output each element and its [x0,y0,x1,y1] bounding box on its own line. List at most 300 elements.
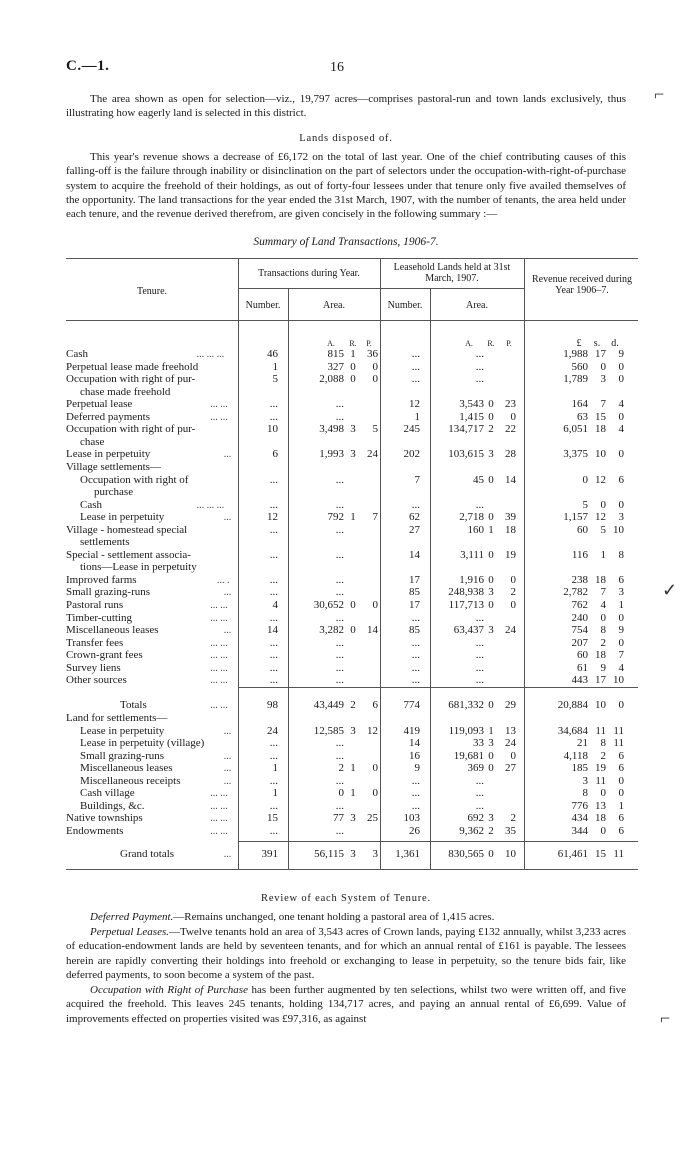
l-acres: 134,717 [448,423,484,436]
t-roods: 3 [350,448,356,461]
perpetual-title: Perpetual Leases. [90,926,169,938]
l-acres: 830,565 [448,848,484,860]
l-number: ... [411,774,420,787]
table-row [66,725,638,738]
rev-pence: 11 [613,737,624,749]
l-roods: 0 [488,511,494,524]
row-label: Small grazing-runs [66,586,151,599]
margin-mark: ✓ [662,580,678,600]
t-acres: ... [335,661,344,674]
l-roods: 0 [488,762,494,774]
l-acres: ... [475,799,484,812]
rev-pence: 9 [618,348,624,360]
grand-totals-row [66,848,638,861]
row-label: Special - settlement associa- [66,548,191,561]
table-row [66,474,638,487]
rev-shillings: 0 [600,824,606,837]
t-acres: ... [335,611,344,624]
rev-pence: 6 [618,749,624,762]
t-acres: ... [335,774,344,787]
t-number: 6 [272,448,278,461]
table-row [66,712,638,725]
t-number: ... [269,737,278,749]
t-roods: 0 [350,624,356,637]
l-number: ... [411,498,420,511]
table-row [66,775,638,788]
intro-paragraph: The area shown as open for selection—viz., 19,797 acres—comprises pastoral-run and town lands exclusively, thus illustrating how eagerly land is selected in this district. [66,93,626,120]
col-t-number: Number. [245,300,281,311]
unit-pounds: £ [576,338,582,349]
l-acres: ... [475,787,484,799]
rev-pounds: 20,884 [557,699,588,711]
t-number: ... [269,573,278,586]
l-number: 26 [409,824,420,837]
t-roods: 3 [350,848,356,860]
rev-pence: 3 [618,511,624,524]
rev-pounds: 63 [577,410,588,423]
row-label: Village settlements— [66,460,161,473]
t-acres: 1,993 [319,448,344,461]
t-acres: ... [335,548,344,561]
l-number: 16 [409,749,420,762]
t-acres: 30,652 [313,599,344,611]
rev-shillings: 11 [595,724,606,737]
table-row [66,373,638,386]
table-row [66,750,638,763]
l-acres: 19,681 [453,749,484,762]
rev-pounds: 164 [571,398,588,411]
l-acres: ... [475,636,484,649]
rev-pence: 0 [618,774,624,787]
t-number: 12 [267,511,278,524]
rev-pence: 4 [618,398,624,411]
row-label: Village - homestead special [66,523,188,536]
rev-pounds: 762 [571,599,588,611]
rev-pounds: 8 [582,787,588,799]
t-number: ... [269,799,278,812]
table-row [66,448,638,461]
row-label: Timber-cutting [66,611,132,624]
l-acres: 103,615 [448,448,484,461]
table-row [66,612,638,625]
t-acres: ... [335,674,344,687]
rev-pounds: 560 [571,360,588,373]
table-row [66,411,638,424]
t-number: ... [269,586,278,599]
t-perches: 0 [372,599,378,611]
t-roods: 2 [350,699,356,711]
rev-shillings: 12 [595,473,606,486]
l-perches: 10 [505,848,516,860]
row-label: Miscellaneous receipts [80,774,181,787]
l-roods: 0 [488,410,494,423]
l-perches: 2 [510,586,516,599]
leader-dots: ... ... [210,675,228,687]
t-perches: 14 [367,624,378,637]
rev-pounds: 238 [571,573,588,586]
margin-mark: ⌐ [660,1008,671,1028]
rev-pence: 6 [618,473,624,486]
lands-heading: Lands disposed of. [299,133,393,144]
rev-pence: 4 [618,423,624,436]
leader-dots: ... ... [210,650,228,662]
leader-dots: ... ... [210,813,228,824]
unit-perches: P. [506,339,512,348]
leader-dots: ... ... [210,700,228,711]
l-number: ... [411,348,420,360]
t-acres: ... [335,799,344,812]
table-row [66,800,638,813]
leader-dots: ... [223,775,232,787]
rev-pounds: 0 [582,473,588,486]
rev-pence: 7 [618,649,624,662]
t-roods: 1 [350,787,356,799]
t-number: 15 [267,812,278,824]
l-acres: 1,916 [459,573,484,586]
l-acres: ... [475,373,484,386]
t-acres: ... [335,824,344,837]
leader-dots: ... [223,725,232,737]
rev-shillings: 17 [595,348,606,360]
rev-shillings: 2 [600,636,606,649]
table-row [66,436,638,449]
t-number: 14 [267,624,278,637]
l-perches: 24 [505,737,516,749]
t-roods: 0 [350,599,356,611]
rev-pence: 11 [613,724,624,737]
t-roods: 0 [350,360,356,373]
row-label: Occupation with right of pur- [66,423,196,436]
row-label: Other sources [66,674,127,687]
l-number: 774 [403,699,420,711]
l-perches: 19 [505,548,516,561]
l-perches: 14 [505,473,516,486]
l-number: 12 [409,398,420,411]
rev-pounds: 21 [577,737,588,749]
rev-pence: 0 [618,410,624,423]
t-number: ... [269,674,278,687]
l-roods: 0 [488,398,494,411]
l-perches: 22 [505,423,516,436]
t-number: ... [269,661,278,674]
l-perches: 23 [505,398,516,411]
t-perches: 25 [367,812,378,824]
table-row [66,787,638,800]
rev-pounds: 116 [571,548,588,561]
l-number: 85 [409,586,420,599]
t-number: 24 [267,724,278,737]
l-number: 9 [414,762,420,774]
table-row [66,624,638,637]
t-number: ... [269,498,278,511]
col-t-area: Area. [323,300,345,311]
l-number: ... [411,649,420,662]
table-row [66,649,638,662]
t-number: ... [269,611,278,624]
rev-pounds: 60 [577,523,588,536]
rev-shillings: 10 [595,699,606,711]
rev-pounds: 443 [571,674,588,687]
t-acres: 2 [338,762,344,774]
row-label: Grand totals [120,848,175,860]
l-perches: 0 [510,573,516,586]
row-label: Survey liens [66,661,121,674]
l-acres: 248,938 [448,586,484,599]
row-label: Totals [120,699,147,711]
t-acres: ... [335,498,344,511]
t-number: 46 [267,348,278,360]
leader-dots: ... ... [210,612,228,624]
rev-pounds: 185 [571,762,588,774]
rev-shillings: 5 [600,523,606,536]
leader-dots: ... ... [210,600,228,611]
row-label: Cash [80,498,102,511]
row-label: Land for settlements— [66,712,168,724]
t-perches: 6 [372,699,378,711]
l-number: 1,361 [395,848,420,860]
l-roods: 0 [488,473,494,486]
rev-pence: 0 [618,699,624,711]
l-number: ... [411,636,420,649]
table-row [66,423,638,436]
t-acres: ... [335,398,344,411]
rev-shillings: 3 [600,373,606,386]
leader-dots: ... ... [210,662,228,674]
l-roods: 3 [488,737,494,749]
table-row [66,599,638,612]
leader-dots: ... [223,449,232,461]
row-label: Lease in perpetuity (village) [80,737,205,749]
leader-dots: ... [223,763,232,774]
rev-shillings: 18 [595,423,606,436]
l-number: 245 [403,423,420,436]
leader-dots: ... [223,750,232,762]
t-acres: 43,449 [313,699,344,711]
rev-pence: 6 [618,762,624,774]
row-label: Miscellaneous leases [80,762,173,774]
row-label: purchase [94,486,134,499]
l-acres: 45 [473,473,484,486]
l-acres: ... [475,611,484,624]
table-row [66,461,638,474]
l-roods: 1 [488,523,494,536]
table-row [66,348,638,361]
rev-pence: 0 [618,360,624,373]
l-number: 62 [409,511,420,524]
table-row [66,586,638,599]
rev-pence: 3 [618,586,624,599]
t-number: ... [269,523,278,536]
leader-dots: ... [223,512,232,524]
l-perches: 0 [510,410,516,423]
row-label: Improved farms [66,573,137,586]
rev-pence: 0 [618,448,624,461]
l-roods: 3 [488,448,494,461]
t-perches: 36 [367,348,378,360]
table-row [66,574,638,587]
review-deferred [66,910,626,924]
rev-shillings: 18 [595,649,606,662]
rev-pounds: 2,782 [563,586,588,599]
leader-dots: ... ... ... [196,349,225,360]
t-acres: 792 [327,511,344,524]
t-number: 1 [272,762,278,774]
leader-dots: ... ... [210,637,228,649]
rev-pounds: 434 [571,812,588,824]
leader-dots: ... [223,625,232,637]
row-label: Buildings, &c. [80,799,145,812]
rev-shillings: 4 [600,599,606,611]
t-acres: ... [335,649,344,662]
occupation-title: Occupation with Right of Purchase [90,984,248,996]
leader-dots: ... . [217,574,230,586]
unit-pence: d. [611,338,619,349]
l-acres: 369 [467,762,484,774]
table-row [66,737,638,750]
t-roods: 3 [350,812,356,824]
leader-dots: ... ... [210,800,228,812]
l-acres: 160 [467,523,484,536]
rev-pence: 11 [613,848,624,860]
rev-pence: 10 [613,523,624,536]
l-perches: 27 [505,762,516,774]
rev-shillings: 0 [600,498,606,511]
rev-pence: 10 [613,674,624,687]
row-label: Occupation with right of [80,473,189,486]
rev-pence: 0 [618,787,624,799]
rev-shillings: 9 [600,661,606,674]
t-acres: ... [335,749,344,762]
rev-pence: 1 [618,599,624,611]
t-perches: 0 [372,762,378,774]
unit-acres: A. [327,339,335,348]
t-acres: 815 [327,348,344,360]
l-acres: ... [475,774,484,787]
table-row [66,825,638,838]
t-roods: 1 [350,511,356,524]
t-acres: ... [335,573,344,586]
l-acres: 681,332 [448,699,484,711]
t-number: ... [269,774,278,787]
rev-pence: 6 [618,812,624,824]
rev-pounds: 3,375 [563,448,588,461]
t-acres: ... [335,586,344,599]
l-acres: 692 [467,812,484,824]
l-number: 1 [414,410,420,423]
t-number: 391 [261,848,278,860]
rev-pounds: 776 [571,799,588,812]
l-roods: 0 [488,699,494,711]
table-caption: Summary of Land Transactions, 1906-7. [253,236,439,248]
leader-dots: ... [223,849,232,860]
l-number: 7 [414,473,420,486]
l-acres: 2,718 [459,511,484,524]
l-roods: 0 [488,848,494,860]
row-label: chase made freehold [80,385,171,398]
row-label: Lease in perpetuity [80,511,165,524]
t-acres: ... [335,473,344,486]
t-number: ... [269,473,278,486]
t-roods: 3 [350,724,356,737]
t-number: ... [269,749,278,762]
t-perches: 3 [372,848,378,860]
t-roods: 1 [350,348,356,360]
page-number: 16 [330,60,344,75]
t-acres: 56,115 [314,848,344,860]
l-acres: 1,415 [459,410,484,423]
l-acres: 3,111 [460,548,484,561]
t-acres: 3,282 [319,624,344,637]
rev-shillings: 1 [600,548,606,561]
row-label: Endowments [66,824,124,837]
row-label: Crown-grant fees [66,649,143,662]
table-row [66,549,638,562]
table-row [66,486,638,499]
row-label: tions—Lease in perpetuity [80,561,197,574]
l-roods: 2 [488,423,494,436]
row-label: chase [80,435,105,448]
rev-pence: 4 [618,661,624,674]
table-row [66,386,638,399]
l-perches: 24 [505,624,516,637]
l-number: 17 [409,599,420,611]
leader-dots: ... ... [210,825,228,837]
t-roods: 1 [350,762,356,774]
l-acres: ... [475,661,484,674]
t-number: 1 [272,787,278,799]
t-roods: 3 [350,423,356,436]
t-number: 5 [272,373,278,386]
col-tenure: Tenure. [136,286,168,297]
col-transactions: Transactions during Year. [258,268,360,279]
l-perches: 0 [510,749,516,762]
table-row [66,499,638,512]
l-acres: 9,362 [459,824,484,837]
rev-shillings: 18 [595,812,606,824]
rev-shillings: 15 [595,410,606,423]
l-number: 103 [403,812,420,824]
t-number: 98 [267,699,278,711]
rev-pence: 0 [618,498,624,511]
l-roods: 1 [488,724,494,737]
margin-mark: ⌐ [654,84,665,104]
rev-pence: 6 [618,824,624,837]
rev-pence: 0 [618,611,624,624]
l-acres: 33 [473,737,484,749]
review-heading: Review of each System of Tenure. [261,893,431,904]
l-number: ... [411,661,420,674]
t-number: ... [269,636,278,649]
l-perches: 39 [505,511,516,524]
l-number: 14 [409,548,420,561]
l-perches: 35 [505,824,516,837]
t-acres: ... [335,410,344,423]
table-row [66,662,638,675]
l-roods: 3 [488,624,494,637]
l-roods: 0 [488,749,494,762]
l-number: ... [411,674,420,687]
t-number: ... [269,824,278,837]
unit-acres: A. [465,339,473,348]
rev-pounds: 6,051 [563,423,588,436]
l-perches: 2 [510,812,516,824]
rev-shillings: 13 [595,799,606,812]
t-number: 4 [272,599,278,611]
rev-shillings: 17 [595,674,606,687]
l-acres: ... [475,649,484,662]
l-acres: ... [475,360,484,373]
table-row [66,524,638,537]
